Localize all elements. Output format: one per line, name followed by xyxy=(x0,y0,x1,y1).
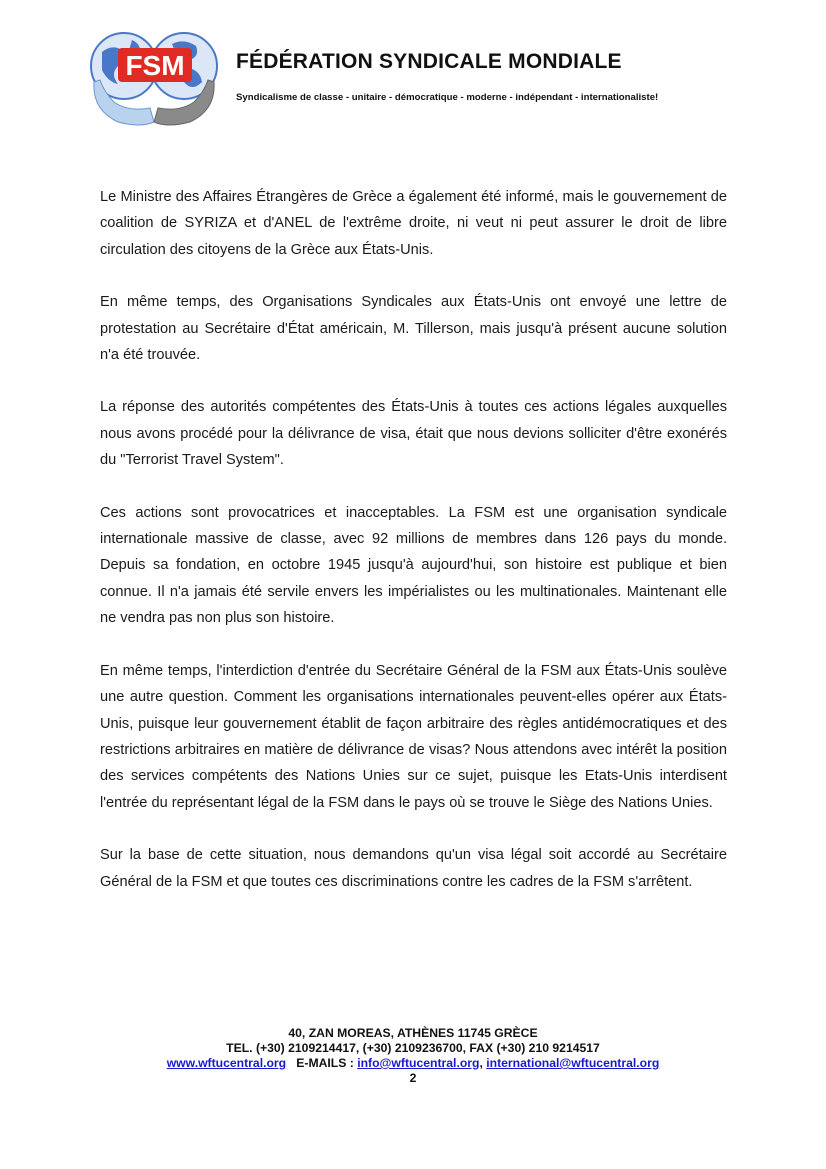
website-link[interactable]: www.wftucentral.org xyxy=(166,1056,287,1070)
paragraph: En même temps, des Organisations Syndicales aux États-Unis ont envoyé une lettre de protestation au Secrétaire d'État américain, M. Tillerson, mais jusqu'à présent aucune solution n'a été trouvée. xyxy=(100,294,727,364)
logo-text: FSM xyxy=(125,50,185,81)
footer xyxy=(0,1026,826,1086)
email-international-link[interactable]: international@wftucentral.org xyxy=(486,1056,660,1070)
paragraph: Sur la base de cette situation, nous demandons qu'un visa légal soit accordé au Secrétaire Général de la FSM et que toutes ces discriminations contre les cadres de la FSM s'arrêtent. xyxy=(100,847,727,890)
letterhead xyxy=(88,22,748,132)
footer-contacts xyxy=(0,1056,826,1071)
footer-phones: TEL. (+30) 2109214417, (+30) 2109236700, FAX (+30) 210 9214517 xyxy=(226,1041,600,1055)
paragraph: La réponse des autorités compétentes des États-Unis à toutes ces actions légales auxquelles nous avons procédé pour la délivrance de visa, était que nous devions solliciter d'être exonérés du "Terrorist Travel System". xyxy=(100,399,727,469)
paragraph: Ces actions sont provocatrices et inacceptables. La FSM est une organisation syndicale internationale massive de classe, avec 92 millions de membres dans 126 pays du monde. Depuis sa fondation, en octobre 1945 jusqu'à aujourd'hui, son histoire est publique et bien connue. Il n'a jamais été servile envers les impérialistes ou les multinationales. Maintenant elle ne vendra pas non plus son histoire. xyxy=(100,504,727,627)
emails-label: E-MAILS : xyxy=(296,1056,354,1070)
paragraph: En même temps, l'interdiction d'entrée du Secrétaire Général de la FSM aux États-Unis soulève une autre question. Comment les organisations internationales peuvent-elles opérer aux États-Unis, puisque leur gouvernement établit de façon arbitraire des règles antidémocratiques et des restrictions arbitraires en matière de délivrance de visas? Nous attendons avec intérêt la position des services compétents des Nations Unies sur ce sujet, puisque les Etats-Unis interdisent l'entrée du représentant légal de la FSM dans le pays où se trouve le Siège des Nations Unies. xyxy=(100,662,727,811)
letter-body xyxy=(100,184,727,921)
page-number: 2 xyxy=(409,1071,417,1085)
organization-tagline: Syndicalisme de classe - unitaire - démocratique - moderne - indépendant - internationaliste! xyxy=(236,92,659,103)
fsm-logo xyxy=(88,22,220,130)
organization-name: FÉDÉRATION SYNDICALE MONDIALE xyxy=(236,50,622,73)
email-separator: , xyxy=(479,1056,483,1070)
email-info-link[interactable]: info@wftucentral.org xyxy=(357,1056,480,1070)
paragraph: Le Ministre des Affaires Étrangères de Grèce a également été informé, mais le gouvernement de coalition de SYRIZA et d'ANEL de l'extrême droite, ni veut ni peut assurer le droit de libre circulation des citoyens de la Grèce aux États-Unis. xyxy=(100,189,727,258)
footer-address: 40, ZAN MOREAS, ATHÈNES 11745 GRÈCE xyxy=(288,1026,538,1040)
